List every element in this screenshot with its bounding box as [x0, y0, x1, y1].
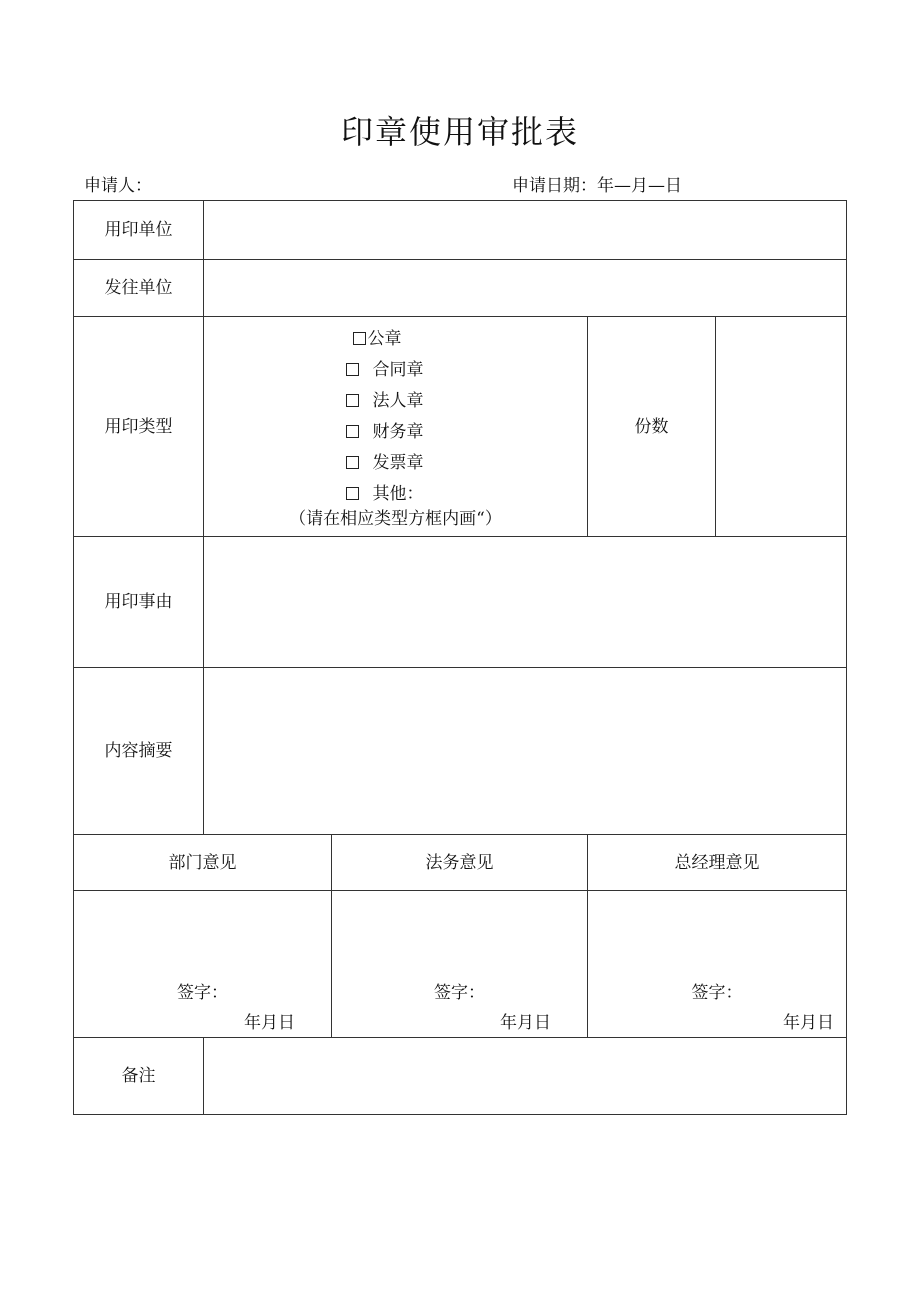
legal-opinion-header: 法务意见	[332, 835, 588, 891]
applicant-label: 申请人：	[84, 176, 152, 196]
using-unit-field[interactable]	[204, 201, 847, 260]
row-remarks	[74, 1038, 847, 1115]
stamp-type-note: （请在相应类型方框内画“）	[289, 508, 502, 529]
stamp-type-options-cell	[204, 317, 588, 537]
stamp-option-label: 合同章	[372, 359, 424, 380]
reason-label: 用印事由	[74, 537, 204, 668]
checkbox-icon[interactable]	[346, 487, 359, 500]
legal-date-label: 年月日	[500, 1013, 551, 1033]
stamp-option-invoice[interactable]	[346, 448, 446, 479]
stamp-option-label: 财务章	[372, 421, 424, 442]
legal-opinion-field[interactable]	[332, 891, 588, 1038]
stamp-option-label: 公章	[367, 328, 402, 349]
copies-field[interactable]	[716, 317, 847, 537]
stamp-option-label: 法人章	[372, 390, 424, 411]
department-date-label: 年月日	[244, 1013, 295, 1033]
row-summary	[74, 668, 847, 835]
checkbox-icon[interactable]	[346, 363, 359, 376]
gm-sign-label: 签字：	[691, 983, 743, 1003]
apply-date-label: 申请日期：年—月—日	[512, 176, 682, 196]
stamp-type-list	[204, 324, 587, 530]
gm-opinion-field[interactable]	[588, 891, 847, 1038]
summary-field[interactable]	[204, 668, 847, 835]
stamp-option-official[interactable]	[339, 324, 453, 355]
reason-field[interactable]	[204, 537, 847, 668]
stamp-option-contract[interactable]	[346, 355, 446, 386]
department-opinion-header: 部门意见	[74, 835, 332, 891]
row-send-to	[74, 260, 847, 317]
gm-opinion-header: 总经理意见	[588, 835, 847, 891]
stamp-option-label: 发票章	[372, 452, 424, 473]
row-using-unit	[74, 201, 847, 260]
copies-label: 份数	[588, 317, 716, 537]
summary-label: 内容摘要	[74, 668, 204, 835]
checkbox-icon[interactable]	[353, 332, 366, 345]
legal-sign-label: 签字：	[434, 983, 485, 1003]
gm-date-label: 年月日	[783, 1013, 834, 1033]
using-unit-label: 用印单位	[74, 201, 204, 260]
stamp-option-label: 其他：	[372, 483, 424, 504]
stamp-type-label: 用印类型	[74, 317, 204, 537]
checkbox-icon[interactable]	[346, 456, 359, 469]
send-to-field[interactable]	[204, 260, 847, 317]
department-opinion-field[interactable]	[74, 891, 332, 1038]
stamp-option-finance[interactable]	[346, 417, 446, 448]
approval-form-table	[73, 200, 847, 1115]
checkbox-icon[interactable]	[346, 425, 359, 438]
row-reason	[74, 537, 847, 668]
stamp-option-legal-rep[interactable]	[346, 386, 446, 417]
send-to-label: 发往单位	[74, 260, 204, 317]
stamp-option-other[interactable]	[346, 479, 446, 510]
page-title: 印章使用审批表	[340, 113, 579, 151]
row-stamp-type	[74, 317, 847, 537]
department-sign-label: 签字：	[177, 983, 228, 1003]
remarks-label: 备注	[74, 1038, 204, 1115]
checkbox-icon[interactable]	[346, 394, 359, 407]
remarks-field[interactable]	[204, 1038, 847, 1115]
row-opinion-headers	[74, 835, 847, 891]
row-opinion-signatures	[74, 891, 847, 1038]
